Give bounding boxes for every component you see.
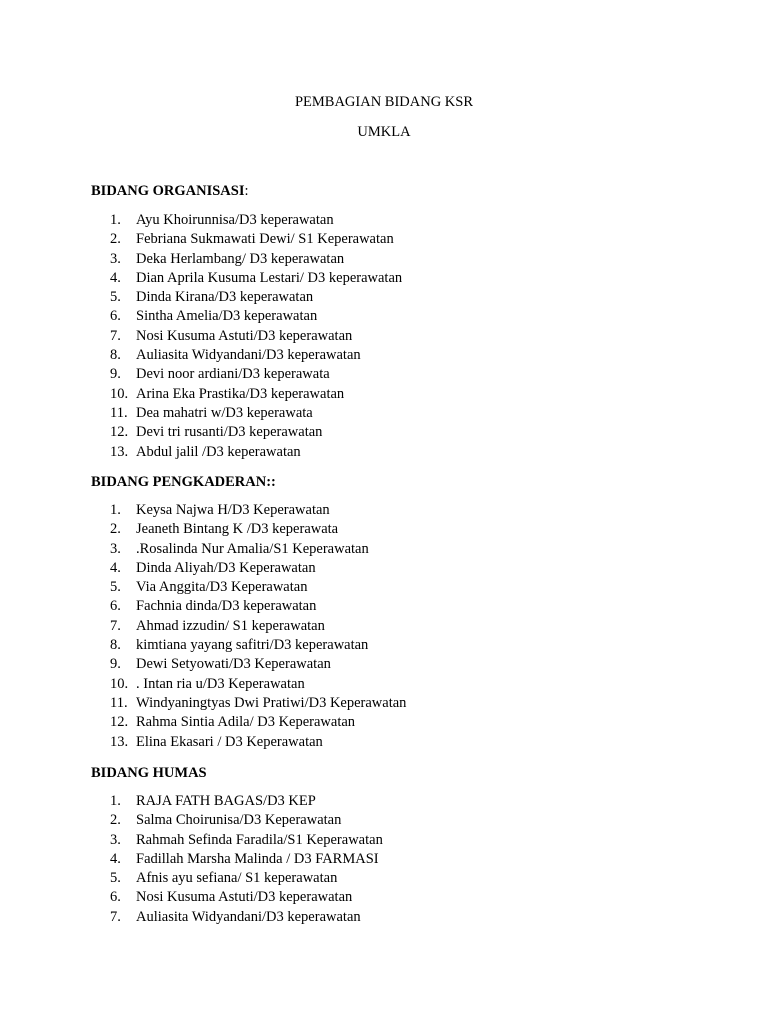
section-heading-pengkaderan bbox=[91, 473, 276, 491]
list-item-number: 5. bbox=[110, 870, 121, 887]
list-item bbox=[0, 597, 768, 616]
list-item bbox=[0, 694, 768, 713]
list-item-number: 2. bbox=[110, 521, 121, 538]
list-item-text: Devi tri rusanti/D3 keperawatan bbox=[136, 424, 323, 441]
list-item-number: 5. bbox=[110, 579, 121, 596]
list-item-number: 4. bbox=[110, 559, 121, 576]
list-item-number: 13. bbox=[110, 733, 129, 750]
list-item-text: Dea mahatri w/D3 keperawata bbox=[136, 404, 313, 421]
list-item-text: Abdul jalil /D3 keperawatan bbox=[136, 443, 301, 460]
list-item-text: . Intan ria u/D3 Keperawatan bbox=[136, 675, 305, 692]
list-item bbox=[0, 501, 768, 520]
list-item-text: Keysa Najwa H/D3 Keperawatan bbox=[136, 502, 330, 518]
list-item-text: Arina Eka Prastika/D3 keperawatan bbox=[136, 385, 345, 402]
list-item-number: 12. bbox=[110, 714, 129, 731]
member-list-pengkaderan bbox=[0, 501, 768, 752]
list-item bbox=[0, 540, 768, 559]
list-item-text: kimtiana yayang safitri/D3 keperawatan bbox=[136, 637, 369, 654]
list-item bbox=[0, 385, 768, 404]
list-item-text: Nosi Kusuma Astuti/D3 keperawatan bbox=[136, 327, 353, 344]
list-item-text: Salma Choirunisa/D3 Keperawatan bbox=[136, 812, 342, 829]
list-item-text: Dinda Kirana/D3 keperawatan bbox=[136, 289, 314, 306]
list-item bbox=[0, 250, 768, 269]
list-item-number: 2. bbox=[110, 231, 121, 248]
list-item bbox=[0, 888, 768, 907]
list-item bbox=[0, 792, 768, 811]
list-item-number: 10. bbox=[110, 385, 129, 402]
section-heading-humas bbox=[91, 764, 207, 782]
list-item-number: 9. bbox=[110, 656, 121, 673]
list-item bbox=[0, 908, 768, 927]
list-item bbox=[0, 831, 768, 850]
list-item-text: Auliasita Widyandani/D3 keperawatan bbox=[136, 347, 361, 364]
list-item-text: Elina Ekasari / D3 Keperawatan bbox=[136, 733, 323, 750]
list-item-text: Febriana Sukmawati Dewi/ S1 Keperawatan bbox=[136, 231, 394, 248]
list-item-number: 4. bbox=[110, 850, 121, 867]
list-item-number: 7. bbox=[110, 908, 121, 925]
section-heading-text: BIDANG PENGKADERAN:: bbox=[91, 474, 276, 490]
section-heading-text: BIDANG ORGANISASI bbox=[91, 183, 245, 199]
list-item bbox=[0, 578, 768, 597]
list-item-number: 3. bbox=[110, 831, 121, 848]
list-item-number: 10. bbox=[110, 675, 129, 692]
list-item-number: 13. bbox=[110, 443, 129, 460]
list-item bbox=[0, 288, 768, 307]
list-item bbox=[0, 655, 768, 674]
section-heading-suffix: : bbox=[244, 183, 249, 199]
list-item-number: 1. bbox=[110, 793, 121, 809]
list-item-text: Windyaningtyas Dwi Pratiwi/D3 Keperawatan bbox=[136, 694, 407, 711]
list-item bbox=[0, 365, 768, 384]
list-item bbox=[0, 269, 768, 288]
list-item-number: 12. bbox=[110, 424, 129, 441]
list-item bbox=[0, 733, 768, 752]
list-item bbox=[0, 307, 768, 326]
section-heading-organisasi bbox=[91, 182, 249, 200]
list-item bbox=[0, 617, 768, 636]
list-item-number: 8. bbox=[110, 637, 121, 654]
list-item-number: 7. bbox=[110, 617, 121, 634]
list-item-text: Devi noor ardiani/D3 keperawata bbox=[136, 366, 330, 383]
list-item-text: RAJA FATH BAGAS/D3 KEP bbox=[136, 793, 316, 809]
member-list-organisasi bbox=[0, 211, 768, 462]
member-list-humas bbox=[0, 792, 768, 927]
list-item-number: 1. bbox=[110, 212, 121, 228]
list-item-number: 9. bbox=[110, 366, 121, 383]
list-item-number: 4. bbox=[110, 269, 121, 286]
list-item-text: Ahmad izzudin/ S1 keperawatan bbox=[136, 617, 325, 634]
list-item bbox=[0, 811, 768, 830]
list-item bbox=[0, 443, 768, 462]
list-item-text: Ayu Khoirunnisa/D3 keperawatan bbox=[136, 212, 334, 228]
list-item-text: Sintha Amelia/D3 keperawatan bbox=[136, 308, 318, 325]
list-item-text: Afnis ayu sefiana/ S1 keperawatan bbox=[136, 870, 338, 887]
list-item bbox=[0, 675, 768, 694]
list-item-number: 6. bbox=[110, 308, 121, 325]
list-item-number: 11. bbox=[110, 404, 128, 421]
list-item-text: Auliasita Widyandani/D3 keperawatan bbox=[136, 908, 361, 925]
list-item bbox=[0, 869, 768, 888]
list-item bbox=[0, 230, 768, 249]
list-item-text: Fachnia dinda/D3 keperawatan bbox=[136, 598, 317, 615]
list-item bbox=[0, 404, 768, 423]
document-subtitle: UMKLA bbox=[357, 124, 411, 140]
list-item bbox=[0, 346, 768, 365]
list-item-text: .Rosalinda Nur Amalia/S1 Keperawatan bbox=[136, 540, 369, 557]
list-item-text: Deka Herlambang/ D3 keperawatan bbox=[136, 250, 345, 267]
list-item-number: 5. bbox=[110, 289, 121, 306]
list-item bbox=[0, 713, 768, 732]
list-item-text: Rahma Sintia Adila/ D3 Keperawatan bbox=[136, 714, 356, 731]
list-item-text: Nosi Kusuma Astuti/D3 keperawatan bbox=[136, 889, 353, 906]
list-item-number: 6. bbox=[110, 598, 121, 615]
list-item bbox=[0, 423, 768, 442]
list-item-number: 7. bbox=[110, 327, 121, 344]
list-item bbox=[0, 520, 768, 539]
list-item-text: Jeaneth Bintang K /D3 keperawata bbox=[136, 521, 339, 538]
list-item-text: Fadillah Marsha Malinda / D3 FARMASI bbox=[136, 850, 379, 867]
list-item-text: Dinda Aliyah/D3 Keperawatan bbox=[136, 559, 316, 576]
list-item bbox=[0, 636, 768, 655]
list-item bbox=[0, 559, 768, 578]
list-item bbox=[0, 850, 768, 869]
list-item-number: 1. bbox=[110, 502, 121, 518]
list-item-number: 8. bbox=[110, 347, 121, 364]
list-item-text: Via Anggita/D3 Keperawatan bbox=[136, 579, 308, 596]
document-title: PEMBAGIAN BIDANG KSR bbox=[294, 94, 474, 110]
list-item-number: 11. bbox=[110, 694, 128, 711]
list-item-text: Rahmah Sefinda Faradila/S1 Keperawatan bbox=[136, 831, 383, 848]
list-item-text: Dian Aprila Kusuma Lestari/ D3 keperawatan bbox=[136, 269, 403, 286]
list-item-number: 6. bbox=[110, 889, 121, 906]
list-item-number: 3. bbox=[110, 540, 121, 557]
list-item-number: 3. bbox=[110, 250, 121, 267]
list-item bbox=[0, 211, 768, 230]
section-heading-text: BIDANG HUMAS bbox=[91, 765, 207, 781]
list-item-number: 2. bbox=[110, 812, 121, 829]
list-item-text: Dewi Setyowati/D3 Keperawatan bbox=[136, 656, 331, 673]
list-item bbox=[0, 327, 768, 346]
